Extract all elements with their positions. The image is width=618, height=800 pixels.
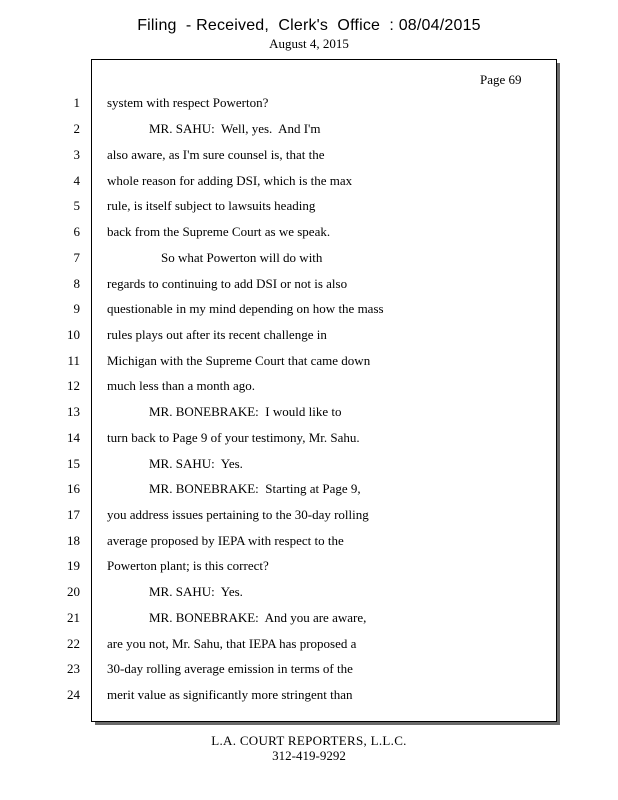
filing-stamp: Filing - Received, Clerk's Office : 08/04/2015 <box>137 17 481 34</box>
header-date: August 4, 2015 <box>269 36 349 51</box>
transcript-line: 30-day rolling average emission in terms of the <box>107 661 353 676</box>
transcript-line: much less than a month ago. <box>107 378 256 393</box>
reporter-company: L.A. COURT REPORTERS, L.L.C. <box>211 733 407 748</box>
transcript-line: you address issues pertaining to the 30-day rolling <box>107 507 369 522</box>
page-number: Page 69 <box>480 72 522 87</box>
transcript-line: So what Powerton will do with <box>161 250 323 265</box>
transcript-line: system with respect Powerton? <box>107 95 269 110</box>
transcript-line: MR. BONEBRAKE: And you are aware, <box>149 610 367 625</box>
line-number: 21 <box>67 610 80 625</box>
transcript-line: regards to continuing to add DSI or not is also <box>107 276 348 291</box>
line-number: 2 <box>73 121 80 136</box>
transcript-line: MR. BONEBRAKE: Starting at Page 9, <box>149 481 361 496</box>
line-number: 3 <box>73 147 80 162</box>
line-number: 8 <box>73 276 80 291</box>
transcript-line: Michigan with the Supreme Court that came down <box>107 353 371 368</box>
transcript-line: rules plays out after its recent challenge in <box>107 327 327 342</box>
transcript-line: back from the Supreme Court as we speak. <box>107 224 331 239</box>
line-number: 24 <box>67 687 80 702</box>
page-shadow-bottom <box>95 722 560 725</box>
transcript-line: average proposed by IEPA with respect to the <box>107 533 344 548</box>
reporter-phone: 312-419-9292 <box>272 748 346 763</box>
line-number: 4 <box>73 173 80 188</box>
line-number: 17 <box>67 507 80 522</box>
line-number: 18 <box>67 533 80 548</box>
line-number: 10 <box>67 327 80 342</box>
line-number: 1 <box>73 95 80 110</box>
page-shadow-right <box>557 63 560 725</box>
line-number: 15 <box>67 456 80 471</box>
line-number: 23 <box>67 661 80 676</box>
line-number: 20 <box>67 584 80 599</box>
transcript-line: Powerton plant; is this correct? <box>107 558 269 573</box>
transcript-line: MR. SAHU: Yes. <box>149 456 243 471</box>
transcript-line: questionable in my mind depending on how the mass <box>107 301 384 316</box>
line-number: 9 <box>73 301 80 316</box>
transcript-line: MR. BONEBRAKE: I would like to <box>149 404 342 419</box>
line-number: 19 <box>67 558 80 573</box>
transcript-line: MR. SAHU: Yes. <box>149 584 243 599</box>
line-number: 14 <box>67 430 80 445</box>
line-number: 16 <box>67 481 80 496</box>
transcript-line: merit value as significantly more stringent than <box>107 687 353 702</box>
transcript-line: turn back to Page 9 of your testimony, Mr. Sahu. <box>107 430 360 445</box>
line-number: 13 <box>67 404 80 419</box>
line-number: 6 <box>73 224 80 239</box>
transcript-line: are you not, Mr. Sahu, that IEPA has proposed a <box>107 636 357 651</box>
line-number: 5 <box>73 198 80 213</box>
line-number: 22 <box>67 636 80 651</box>
line-number: 7 <box>73 250 80 265</box>
transcript-line: rule, is itself subject to lawsuits heading <box>107 198 316 213</box>
transcript-line: whole reason for adding DSI, which is the max <box>107 173 353 188</box>
transcript-line: also aware, as I'm sure counsel is, that the <box>107 147 325 162</box>
line-number: 11 <box>67 353 80 368</box>
transcript-line: MR. SAHU: Well, yes. And I'm <box>149 121 321 136</box>
line-number: 12 <box>67 378 80 393</box>
